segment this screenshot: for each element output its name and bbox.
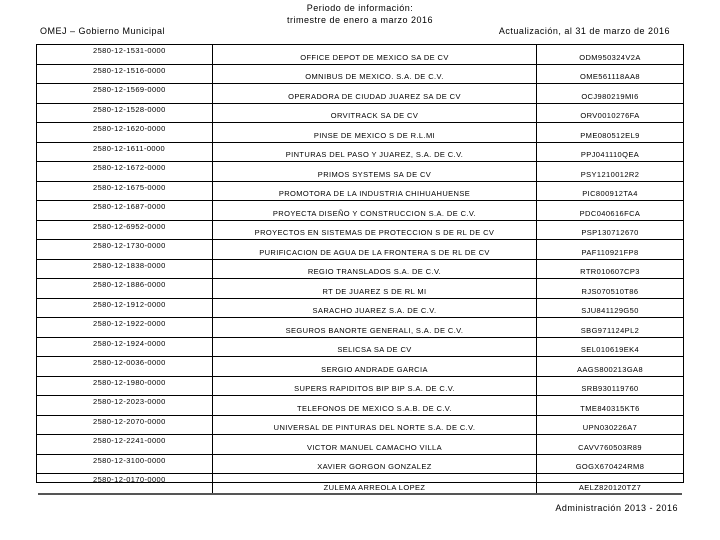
account-cell: 2580-12-3100-0000 (37, 455, 213, 474)
account-cell: 2580-12-2023-0000 (37, 396, 213, 415)
account-cell: 2580-12-2241-0000 (37, 435, 213, 454)
supplier-name-cell: OFFICE DEPOT DE MEXICO SA DE CV (213, 45, 537, 64)
account-cell: 2580-12-1924-0000 (37, 338, 213, 357)
account-cell: 2580-12-1569-0000 (37, 84, 213, 103)
account-cell: 2580-12-0036-0000 (37, 357, 213, 376)
rfc-cell: TME840315KT6 (580, 403, 640, 413)
period-title: Periodo de información: (306, 3, 414, 13)
account-cell: 2580-12-1980-0000 (37, 377, 213, 396)
table-row (37, 377, 683, 397)
account-cell: 2580-12-1528-0000 (37, 104, 213, 123)
supplier-name-cell: PRIMOS SYSTEMS SA DE CV (213, 162, 537, 181)
supplier-name-cell: OPERADORA DE CIUDAD JUAREZ SA DE CV (213, 84, 537, 103)
account-cell: 2580-12-2070-0000 (37, 416, 213, 435)
table-row (37, 240, 683, 260)
supplier-name-cell: TELEFONOS DE MEXICO S.A.B. DE C.V. (213, 396, 537, 415)
table-row (37, 435, 683, 455)
table-row (37, 299, 683, 319)
table-row (37, 455, 683, 475)
supplier-name-cell: SELICSA SA DE CV (213, 338, 537, 357)
account-cell: 2580-12-1531-0000 (37, 45, 213, 64)
table-row (37, 65, 683, 85)
supplier-table (36, 44, 684, 492)
rfc-cell: CAVV760503R89 (578, 442, 642, 452)
rfc-cell: SEL010619EK4 (580, 345, 640, 354)
supplier-name-cell: SARACHO JUAREZ S.A. DE C.V. (213, 299, 537, 318)
supplier-name-cell: SERGIO ANDRADE GARCIA (213, 357, 537, 376)
update-date: Actualización, al 31 de marzo de 2016 (498, 26, 670, 36)
supplier-name-cell: PURIFICACION DE AGUA DE LA FRONTERA S DE RL DE CV (213, 240, 537, 259)
table-row (37, 338, 683, 358)
supplier-name-cell: SEGUROS BANORTE GENERALI, S.A. DE C.V. (213, 318, 537, 337)
rfc-cell: SBG971124PL2 (580, 325, 640, 335)
account-cell: 2580-12-1922-0000 (37, 318, 213, 337)
table-row (37, 279, 683, 299)
supplier-name-cell: PROMOTORA DE LA INDUSTRIA CHIHUAHUENSE (213, 182, 537, 201)
rfc-cell: RTR010607CP3 (580, 267, 640, 276)
supplier-name-cell: RT DE JUAREZ S DE RL MI (213, 279, 537, 298)
table-row (37, 201, 683, 221)
account-cell: 2580-12-1620-0000 (37, 123, 213, 142)
table-row (37, 474, 683, 494)
account-cell: 2580-12-1730-0000 (37, 240, 213, 259)
rfc-cell: PIC800912TA4 (582, 189, 638, 198)
rfc-cell: PSP130712670 (581, 228, 639, 237)
supplier-name-cell: PROYECTOS EN SISTEMAS DE PROTECCION S DE RL DE CV (213, 221, 537, 240)
account-cell: 2580-12-1675-0000 (37, 182, 213, 201)
rfc-cell: AELZ820120TZ7 (578, 482, 642, 492)
rfc-cell: GOGX670424RM8 (575, 462, 645, 471)
administration-label: Administración 2013 - 2016 (555, 503, 678, 513)
account-cell: 2580-12-1886-0000 (37, 279, 213, 298)
rfc-cell: PSY1210012R2 (580, 169, 640, 179)
rfc-cell: ORV0010276FA (580, 111, 640, 120)
footer-divider (38, 493, 682, 495)
report-period-header (240, 2, 480, 26)
rfc-cell: RJS070510T86 (581, 286, 639, 296)
rfc-cell: SRB930119760 (581, 384, 639, 393)
table-row (37, 162, 683, 182)
supplier-name-cell: PINSE DE MEXICO S DE R.L.MI (213, 123, 537, 142)
supplier-name-cell: XAVIER GORGON GONZALEZ (213, 455, 537, 474)
table-row (37, 182, 683, 202)
rfc-cell: PDC040616FCA (579, 208, 641, 218)
table-row (37, 318, 683, 338)
table-row (37, 221, 683, 241)
rfc-cell: AAGS800213GA8 (576, 364, 644, 374)
table-row (37, 123, 683, 143)
table-row (37, 104, 683, 124)
account-cell: 2580-12-1687-0000 (37, 201, 213, 220)
account-cell: 2580-12-1672-0000 (37, 162, 213, 181)
account-cell: 2580-12-6952-0000 (37, 221, 213, 240)
rfc-cell: UPN030226A7 (582, 423, 638, 432)
rfc-cell: PME080512EL9 (580, 130, 640, 140)
rfc-cell: SJU841129G50 (581, 306, 639, 315)
rfc-cell: OCJ980219MI6 (581, 91, 639, 101)
supplier-name-cell: SUPERS RAPIDITOS BIP BIP S.A. DE C.V. (213, 377, 537, 396)
entity-name: OMEJ – Gobierno Municipal (40, 26, 166, 36)
supplier-name-cell: VICTOR MANUEL CAMACHO VILLA (213, 435, 537, 454)
supplier-name-cell: ORVITRACK SA DE CV (213, 104, 537, 123)
rfc-cell: PAF110921FP8 (581, 247, 639, 257)
table-row (37, 416, 683, 436)
rfc-cell: ODM950324V2A (579, 52, 641, 62)
account-cell: 2580-12-1516-0000 (37, 65, 213, 84)
supplier-name-cell: REGIO TRANSLADOS S.A. DE C.V. (213, 260, 537, 279)
account-cell: 2580-12-0170-0000 (37, 474, 213, 494)
table-row (37, 260, 683, 280)
period-subtitle: trimestre de enero a marzo 2016 (286, 15, 434, 25)
supplier-name-cell: OMNIBUS DE MEXICO. S.A. DE C.V. (213, 65, 537, 84)
rfc-cell: OME561118AA8 (580, 72, 640, 81)
account-cell: 2580-12-1611-0000 (37, 143, 213, 162)
account-cell: 2580-12-1912-0000 (37, 299, 213, 318)
account-cell: 2580-12-1838-0000 (37, 260, 213, 279)
supplier-name-cell: PROYECTA DISEÑO Y CONSTRUCCION S.A. DE C.V. (213, 201, 537, 220)
table-row (37, 396, 683, 416)
table-row (37, 84, 683, 104)
rfc-cell: PPJ041110QEA (580, 150, 640, 159)
table-row (37, 143, 683, 163)
supplier-name-cell: UNIVERSAL DE PINTURAS DEL NORTE S.A. DE C.V. (213, 416, 537, 435)
table-row (37, 45, 683, 65)
supplier-name-cell: ZULEMA ARREOLA LOPEZ (213, 474, 537, 494)
supplier-name-cell: PINTURAS DEL PASO Y JUAREZ, S.A. DE C.V. (213, 143, 537, 162)
table-row (37, 357, 683, 377)
